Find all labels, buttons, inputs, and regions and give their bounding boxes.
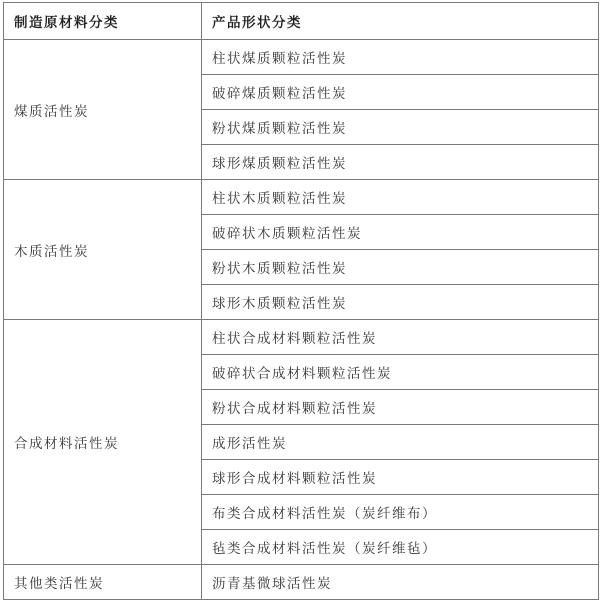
table-row [4,180,599,215]
material-category-cell: 合成材料活性炭 [4,320,202,565]
shape-category-cell: 粉状木质颗粒活性炭 [202,250,599,285]
shape-category-cell: 粉状煤质颗粒活性炭 [202,110,599,145]
table-body [4,40,599,600]
shape-category-cell: 球形木质颗粒活性炭 [202,285,599,320]
shape-category-cell: 破碎煤质颗粒活性炭 [202,75,599,110]
table-row [4,40,599,75]
shape-category-cell: 柱状煤质颗粒活性炭 [202,40,599,75]
header-material-category: 制造原材料分类 [4,3,202,40]
classification-table [3,2,599,600]
material-category-cell: 木质活性炭 [4,180,202,320]
table-row [4,565,599,600]
shape-category-cell: 毡类合成材料活性炭（炭纤维毡） [202,530,599,565]
header-row [4,3,599,40]
header-shape-category: 产品形状分类 [202,3,599,40]
shape-category-cell: 破碎状木质颗粒活性炭 [202,215,599,250]
shape-category-cell: 球形合成材料颗粒活性炭 [202,460,599,495]
shape-category-cell: 柱状合成材料颗粒活性炭 [202,320,599,355]
shape-category-cell: 破碎状合成材料颗粒活性炭 [202,355,599,390]
shape-category-cell: 柱状木质颗粒活性炭 [202,180,599,215]
shape-category-cell: 粉状合成材料颗粒活性炭 [202,390,599,425]
table-header [4,3,599,40]
shape-category-cell: 成形活性炭 [202,425,599,460]
shape-category-cell: 沥青基微球活性炭 [202,565,599,600]
table-row [4,320,599,355]
shape-category-cell: 布类合成材料活性炭（炭纤维布） [202,495,599,530]
material-category-cell: 煤质活性炭 [4,40,202,180]
material-category-cell: 其他类活性炭 [4,565,202,600]
shape-category-cell: 球形煤质颗粒活性炭 [202,145,599,180]
